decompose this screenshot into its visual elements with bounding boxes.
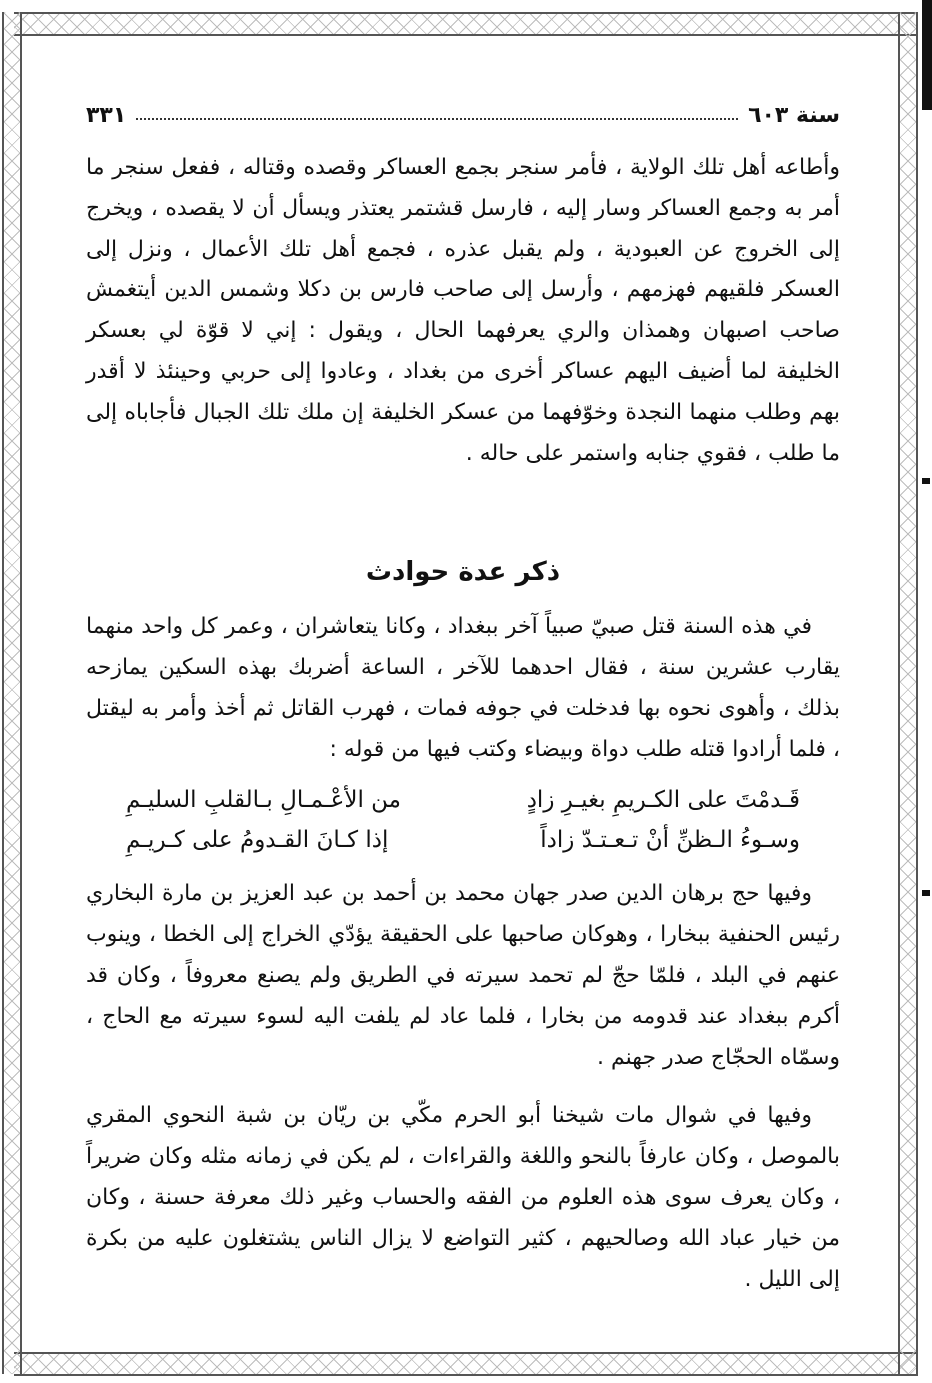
poem-hemistich: إذا كـانَ القـدومُ على كـريـمِ — [126, 827, 389, 854]
decorative-border-top — [14, 12, 918, 36]
page-edge-shadow — [922, 0, 932, 110]
poem-line — [126, 820, 800, 860]
header-title: سنة ٦٠٣ — [748, 103, 840, 128]
running-header — [86, 92, 840, 128]
poem-hemistich: من الأعْـمـالِ بـالقلبِ السليـمِ — [126, 787, 401, 814]
page-number: ٣٣١ — [86, 103, 127, 128]
poem — [86, 780, 840, 860]
poem-hemistich: قَـدمْتَ على الكـريمِ بغيـرِ زادٍ — [526, 787, 800, 814]
page-edge-mark — [922, 478, 930, 484]
poem-hemistich: وسـوءُ الـظنِّ أنْ تـعـتـدّ زاداً — [540, 827, 800, 854]
header-dotted-leader — [136, 118, 738, 120]
page-body — [86, 148, 840, 1300]
incident-paragraph: في هذه السنة قتل صبيّ صبياً آخر ببغداد ، وكانا يتعاشران ، وعمر كل واحد منهما يقارب عشرين سنة ، فقال احدهما للآخر ، الساعة أضربك بهذه السكين يمازحه بذلك ، وأهوى نحوه بها فدخلت في جوفه فمات ، فهرب القاتل ثم أخذ وأمر به ليقتل ، فلما أرادوا قتله طلب دواة وبيضاء وكتب فيها من قوله : — [86, 614, 840, 762]
poem-line — [126, 780, 800, 820]
intro-paragraph: وأطاعه أهل تلك الولاية ، فأمر سنجر بجمع العساكر وقصده وقتاله ، ففعل سنجر ما أمر به وجمع العساكر وسار إليه ، فارسل قشتمر يعتذر ويسأل أن لا يقصده ، ويخرج إلى الخروج عن العبودية ، ولم يقبل عذره ، فجمع أهل تلك الأعمال ، ونزل إلى العسكر فلقيهم فهزمهم ، وأرسل إلى صاحب فارس بن دكلا وشمس الدين أيتغمش صاحب اصبهان وهمذان والري يعرفهما الحال ، ويقول : إني لا قوّة لي بعسكر الخليفة لما أضيف اليهم عساكر أخرى من بغداد ، وعادوا إلى حربي وحينئذ لا أقدر بهم وطلب منهما النجدة وخوّفهما من عسكر الخليفة إن ملك تلك الجبال فأجاباه إلى ما طلب ، فقوي جنابه واستمر على حاله . — [86, 155, 840, 466]
shaykh-paragraph: وفيها في شوال مات شيخنا أبو الحرم مكّي بن ريّان بن شبة النحوي المقري بالموصل ، وكان عارفاً بالنحو واللغة والقراءات ، لم يكن في زمانه مثله وكان ضريراً ، وكان يعرف سوى هذه العلوم من الفقه والحساب وغير ذلك معرفة حسنة ، وكان من خيار عباد الله وصالحيهم ، كثير التواضع لا يزال الناس يشتغلون عليه من بكرة إلى الليل . — [86, 1103, 840, 1292]
section-title: ذكر عدة حوادث — [365, 557, 561, 588]
decorative-border-left — [2, 12, 22, 1374]
burhan-paragraph: وفيها حج برهان الدين صدر جهان محمد بن أحمد بن عبد العزيز بن مارة البخاري رئيس الحنفية ببخارا ، وهوكان صاحبها على الحقيقة يؤدّي الخراج إلى الخطا ، وينوب عنهم في البلد ، فلمّا حجّ لم تحمد سيرته في الطريق ولم يصنع معروفاً ، وكان قد أكرم ببغداد عند قدومه من بخارا ، فلما عاد لم يلفت اليه لسوء سيرته مع الحاج ، وسمّاه الحجّاج صدر جهنم . — [86, 881, 840, 1070]
decorative-border-right — [898, 12, 918, 1374]
page-edge-mark — [922, 890, 930, 896]
decorative-border-bottom — [14, 1352, 918, 1376]
